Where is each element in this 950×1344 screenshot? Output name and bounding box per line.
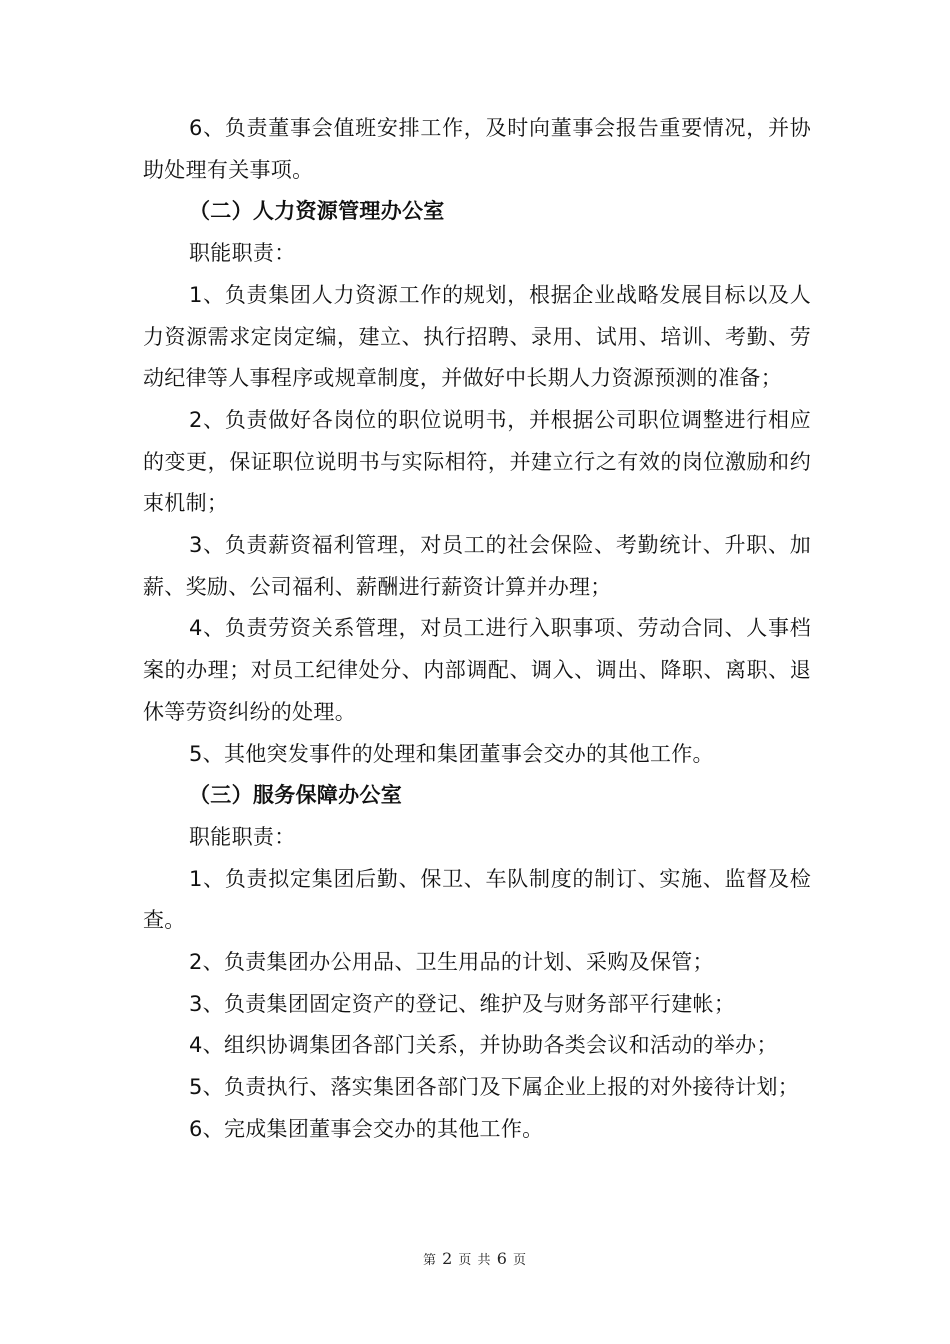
paragraph-service-duty-4: 4、组织协调集团各部门关系，并协助各类会议和活动的举办； <box>189 1033 778 1058</box>
paragraph-duty-6-board-duty: 6、负责董事会值班安排工作，及时向董事会报告重要情况，并协助处理有关事项。 <box>143 116 811 182</box>
paragraph-service-duty-1: 1、负责拟定集团后勤、保卫、车队制度的制订、实施、监督及检查。 <box>143 866 811 933</box>
total-pages-number: 6 <box>496 1249 508 1268</box>
paragraph-service-duty-6: 6、完成集团董事会交办的其他工作。 <box>189 1116 544 1141</box>
paragraph-responsibilities-label: 职能职责： <box>189 241 296 266</box>
section-heading-hr-office: （二）人力资源管理办公室 <box>189 199 445 224</box>
paragraph-service-duty-5: 5、负责执行、落实集团各部门及下属企业上报的对外接待计划； <box>189 1075 800 1100</box>
paragraph-hr-duty-2: 2、负责做好各岗位的职位说明书，并根据公司职位调整进行相应的变更，保证职位说明书与实际相符，并建立行之有效的岗位激励和约束机制； <box>143 407 811 516</box>
current-page-number: 2 <box>442 1249 454 1268</box>
paragraph-responsibilities-label: 职能职责： <box>189 824 296 849</box>
paragraph-service-duty-2: 2、负责集团办公用品、卫生用品的计划、采购及保管； <box>189 950 714 975</box>
footer-suffix: 页 <box>513 1253 528 1268</box>
paragraph-service-duty-3: 3、负责集团固定资产的登记、维护及与财务部平行建帐； <box>189 991 736 1016</box>
paragraph-hr-duty-3: 3、负责薪资福利管理，对员工的社会保险、考勤统计、升职、加薪、奖励、公司福利、薪酬进行薪资计算并办理； <box>143 533 811 599</box>
footer-middle: 页 共 <box>458 1253 492 1268</box>
page-footer <box>0 1249 950 1268</box>
paragraph-hr-duty-4: 4、负责劳资关系管理，对员工进行入职事项、劳动合同、人事档案的办理；对员工纪律处分、内部调配、调入、调出、降职、离职、退休等劳资纠纷的处理。 <box>143 616 811 724</box>
paragraph-hr-duty-1: 1、负责集团人力资源工作的规划，根据企业战略发展目标以及人力资源需求定岗定编，建立、执行招聘、录用、试用、培训、考勤、劳动纪律等人事程序或规章制度，并做好中长期人力资源预测的准备； <box>143 282 811 391</box>
paragraph-hr-duty-5: 5、其他突发事件的处理和集团董事会交办的其他工作。 <box>189 741 714 766</box>
section-heading-service-office: （三）服务保障办公室 <box>189 783 402 808</box>
document-body <box>143 108 811 1151</box>
footer-prefix: 第 <box>422 1253 437 1268</box>
